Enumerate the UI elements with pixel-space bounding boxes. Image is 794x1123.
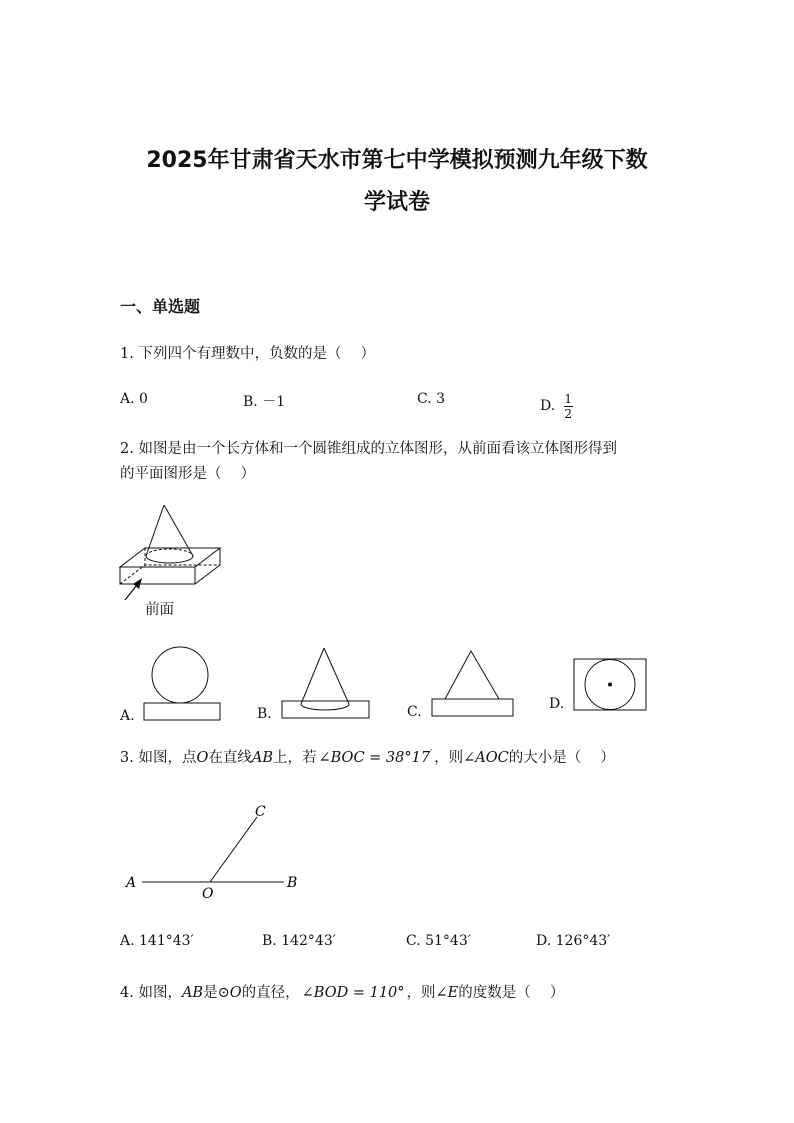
q3-point-o: O — [196, 750, 209, 766]
q1-option-c: C. 3 — [417, 391, 446, 407]
q2-option-a: A. — [120, 708, 135, 724]
fraction-denominator: 2 — [564, 406, 572, 421]
q3-stem-end: 的大小是（ ） — [508, 750, 615, 766]
q2-option-c-figure — [428, 648, 518, 720]
q1-option-d-label: D. — [540, 398, 556, 414]
cone-base-front-arc — [146, 556, 193, 563]
q2-option-d: D. — [549, 696, 565, 712]
q3-figure — [120, 798, 310, 903]
box-top-face — [120, 548, 220, 567]
q2-option-a-figure — [140, 645, 225, 725]
q2-solid-figure — [115, 500, 235, 625]
q4-stem-end: 的度数是（ ） — [458, 985, 565, 1001]
question-2-stem-line1: 2. 如图是由一个长方体和一个圆锥组成的立体图形，从前面看该立体图形得到 — [120, 441, 617, 457]
q4-angle-ask: ∠E — [435, 985, 459, 1001]
box-hidden-edges — [120, 565, 220, 584]
q4-stem-prefix: 4. 如图， — [120, 985, 182, 1001]
q1-option-d — [540, 382, 573, 420]
fraction-one-half — [564, 393, 573, 420]
front-view-label: 前面 — [145, 602, 174, 618]
box-front-face — [120, 567, 195, 584]
q3-option-c: C. 51°43′ — [406, 933, 471, 949]
q3-line-ab: AB — [251, 750, 273, 766]
triangle-shape — [445, 651, 499, 699]
cone-base-arc — [301, 704, 349, 710]
question-1-stem: 1. 下列四个有理数中，负数的是（ ） — [120, 346, 376, 362]
q4-stem-mid3: ，则 — [406, 985, 436, 1001]
q4-circle-o: ⊙O — [217, 985, 242, 1001]
q2-option-b-figure — [278, 645, 373, 723]
box-side-face — [195, 548, 220, 584]
ray-oc — [210, 817, 257, 882]
q4-stem-mid1: 是 — [203, 985, 218, 1001]
q4-angle-expression: ∠BOD = 110° — [301, 985, 405, 1001]
cone-left-edge — [301, 648, 324, 704]
label-o: O — [202, 886, 214, 902]
q3-stem-mid1: 在直线 — [208, 750, 252, 766]
section-heading: 一、单选题 — [120, 297, 201, 316]
label-c: C — [255, 804, 266, 820]
cone-right-edge — [324, 648, 349, 704]
rectangle-base — [144, 703, 220, 720]
q3-option-d: D. 126°43′ — [536, 933, 611, 949]
question-2-stem-line2: 的平面图形是（ ） — [120, 466, 256, 482]
q3-angle-ask: ∠AOC — [463, 750, 509, 766]
rectangle-base — [432, 699, 513, 716]
q3-option-b: B. 142°43′ — [262, 933, 336, 949]
q3-stem-prefix: 3. 如图，点 — [120, 750, 197, 766]
q1-option-b: B. －1 — [243, 394, 286, 410]
label-b: B — [287, 875, 298, 891]
question-3-stem — [120, 746, 615, 767]
q4-stem-mid2: 的直径， — [241, 985, 300, 1001]
exam-title-line2: 学试卷 — [363, 190, 430, 215]
q3-stem-mid2: 上，若 — [272, 750, 317, 766]
question-4-stem — [120, 981, 564, 1002]
q3-stem-mid3: ，则 — [434, 750, 464, 766]
exam-title-line1: 2025年甘肃省天水市第七中学模拟预测九年级下数 — [146, 148, 648, 173]
circle-shape — [152, 647, 208, 703]
q1-option-a: A. 0 — [120, 391, 148, 407]
q3-angle-expression-text: ∠BOC = 38°17 — [318, 750, 431, 766]
cone-base-back-arc — [146, 549, 193, 556]
q3-option-a: A. 141°43′ — [120, 933, 194, 949]
q3-minute-mark: ′ — [430, 749, 433, 760]
q2-option-d-figure — [571, 656, 649, 714]
q4-ab: AB — [181, 985, 204, 1001]
center-dot — [608, 683, 612, 687]
q3-angle-expression — [318, 750, 432, 766]
fraction-numerator: 1 — [564, 391, 572, 406]
q2-option-c: C. — [407, 704, 422, 720]
label-a: A — [126, 875, 137, 891]
q2-option-b: B. — [257, 706, 272, 722]
